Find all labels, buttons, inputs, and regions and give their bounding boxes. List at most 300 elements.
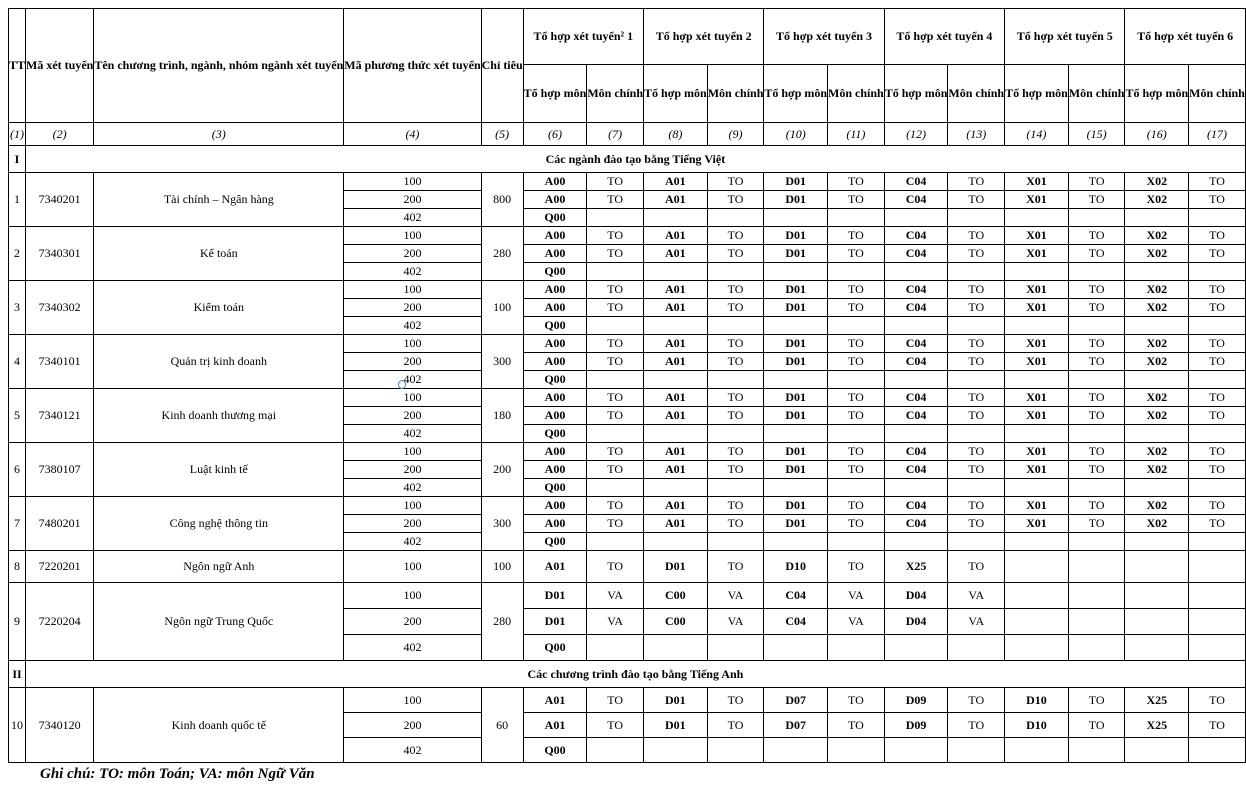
subject-combo	[1125, 317, 1189, 335]
subject-combo: X02	[1125, 245, 1189, 263]
method-code: 200	[344, 515, 481, 533]
method-code: 200	[344, 191, 481, 209]
subject-combo: C04	[884, 299, 948, 317]
main-subject	[1068, 738, 1125, 763]
main-subject	[587, 479, 644, 497]
subject-combo: A00	[523, 461, 587, 479]
main-subject: TO	[587, 515, 644, 533]
main-subject: TO	[587, 497, 644, 515]
subject-combo: X02	[1125, 389, 1189, 407]
subject-combo: A00	[523, 299, 587, 317]
main-subject: TO	[1189, 353, 1246, 371]
header-to-hop-1: Tổ hợp xét tuyển² 1	[523, 9, 643, 65]
subject-combo: Q00	[523, 635, 587, 661]
subject-combo: Q00	[523, 738, 587, 763]
table-row	[9, 335, 1246, 353]
main-subject: TO	[1068, 461, 1125, 479]
subject-combo: X01	[1005, 443, 1069, 461]
subject-combo: D01	[764, 227, 828, 245]
main-subject	[707, 371, 764, 389]
subject-combo	[644, 533, 708, 551]
main-subject: TO	[587, 713, 644, 738]
program-name: Luật kinh tế	[94, 443, 344, 497]
subject-combo	[1005, 263, 1069, 281]
program-name: Tài chính – Ngân hàng	[94, 173, 344, 227]
subject-combo: A00	[523, 497, 587, 515]
subject-combo	[1005, 583, 1069, 609]
main-subject: TO	[1068, 227, 1125, 245]
main-subject	[828, 263, 885, 281]
subject-combo: X01	[1005, 353, 1069, 371]
table-row	[9, 281, 1246, 299]
method-code: 402	[344, 533, 481, 551]
subject-combo: A01	[644, 281, 708, 299]
main-subject: VA	[828, 583, 885, 609]
main-subject	[1068, 583, 1125, 609]
program-quota: 200	[481, 443, 523, 497]
subject-combo: X25	[884, 551, 948, 583]
subject-combo: X02	[1125, 515, 1189, 533]
subject-combo	[1125, 609, 1189, 635]
main-subject: TO	[587, 245, 644, 263]
column-index: (3)	[94, 123, 344, 146]
main-subject: TO	[948, 551, 1005, 583]
subject-combo	[884, 738, 948, 763]
subject-combo: D01	[523, 583, 587, 609]
subject-combo	[1005, 371, 1069, 389]
main-subject: VA	[948, 583, 1005, 609]
main-subject: TO	[587, 389, 644, 407]
main-subject	[707, 263, 764, 281]
subject-combo	[1125, 263, 1189, 281]
subheader-to-hop-mon: Tổ hợp môn	[523, 65, 587, 123]
subject-combo: D01	[764, 515, 828, 533]
subject-combo: D01	[764, 353, 828, 371]
main-subject: VA	[707, 609, 764, 635]
subject-combo: Q00	[523, 371, 587, 389]
subject-combo	[1125, 425, 1189, 443]
subject-combo: A01	[644, 227, 708, 245]
main-subject: VA	[587, 583, 644, 609]
main-subject	[707, 209, 764, 227]
subheader-to-hop-mon: Tổ hợp môn	[1125, 65, 1189, 123]
main-subject: TO	[707, 713, 764, 738]
main-subject: TO	[587, 227, 644, 245]
main-subject: TO	[1068, 497, 1125, 515]
main-subject	[587, 317, 644, 335]
subject-combo: A01	[644, 299, 708, 317]
program-tt: 3	[9, 281, 26, 335]
method-code: 200	[344, 245, 481, 263]
main-subject: TO	[948, 461, 1005, 479]
column-index: (17)	[1189, 123, 1246, 146]
subject-combo: X01	[1005, 389, 1069, 407]
main-subject	[1068, 479, 1125, 497]
table-footnote: Ghi chú: TO: môn Toán; VA: môn Ngữ Văn	[40, 766, 315, 782]
program-name: Kinh doanh quốc tế	[94, 688, 344, 763]
subject-combo	[1125, 371, 1189, 389]
main-subject: TO	[1068, 281, 1125, 299]
column-index: (15)	[1068, 123, 1125, 146]
main-subject	[1189, 425, 1246, 443]
method-code: 200	[344, 299, 481, 317]
subject-combo: X01	[1005, 515, 1069, 533]
main-subject: TO	[828, 299, 885, 317]
main-subject: TO	[948, 713, 1005, 738]
subject-combo	[1005, 533, 1069, 551]
main-subject: TO	[1068, 191, 1125, 209]
main-subject: TO	[828, 497, 885, 515]
subject-combo: D01	[764, 335, 828, 353]
subject-combo	[884, 479, 948, 497]
subject-combo: X01	[1005, 173, 1069, 191]
subject-combo: X02	[1125, 173, 1189, 191]
subject-combo	[1125, 533, 1189, 551]
main-subject: TO	[1189, 497, 1246, 515]
main-subject	[587, 533, 644, 551]
main-subject: TO	[1189, 335, 1246, 353]
subject-combo	[1005, 209, 1069, 227]
subject-combo: D01	[764, 407, 828, 425]
method-code: 200	[344, 407, 481, 425]
subheader-to-hop-mon: Tổ hợp môn	[1005, 65, 1069, 123]
method-code: 100	[344, 227, 481, 245]
header-ma-phuong-thuc: Mã phương thức xét tuyển	[344, 9, 481, 123]
main-subject: TO	[948, 281, 1005, 299]
main-subject: TO	[948, 353, 1005, 371]
subject-combo	[1125, 583, 1189, 609]
subject-combo	[644, 209, 708, 227]
main-subject: TO	[828, 191, 885, 209]
subject-combo: C04	[764, 609, 828, 635]
main-subject	[1189, 609, 1246, 635]
subject-combo: X25	[1125, 688, 1189, 713]
main-subject: TO	[1068, 688, 1125, 713]
main-subject	[948, 738, 1005, 763]
method-code: 402	[344, 209, 481, 227]
main-subject: TO	[828, 515, 885, 533]
subject-combo: C00	[644, 583, 708, 609]
main-subject: TO	[1189, 245, 1246, 263]
subject-combo: A01	[644, 173, 708, 191]
main-subject: TO	[707, 461, 764, 479]
subheader-mon-chinh: Môn chính	[707, 65, 764, 123]
main-subject: TO	[828, 461, 885, 479]
subject-combo	[644, 635, 708, 661]
main-subject: TO	[828, 407, 885, 425]
main-subject	[948, 635, 1005, 661]
main-subject: TO	[948, 191, 1005, 209]
subject-combo	[884, 371, 948, 389]
main-subject	[1189, 371, 1246, 389]
method-code: 200	[344, 353, 481, 371]
subject-combo: D10	[1005, 713, 1069, 738]
subject-combo: D01	[764, 497, 828, 515]
subject-combo: A01	[644, 461, 708, 479]
header-to-hop-3: Tổ hợp xét tuyển 3	[764, 9, 884, 65]
admission-table	[8, 8, 1246, 763]
main-subject: TO	[587, 461, 644, 479]
subject-combo: A01	[523, 688, 587, 713]
subject-combo: A00	[523, 335, 587, 353]
method-code: 100	[344, 551, 481, 583]
method-code: 402	[344, 479, 481, 497]
main-subject: TO	[1189, 461, 1246, 479]
main-subject: TO	[1189, 515, 1246, 533]
main-subject	[828, 738, 885, 763]
table-row	[9, 173, 1246, 191]
subject-combo	[764, 533, 828, 551]
subject-combo	[764, 371, 828, 389]
main-subject	[1189, 551, 1246, 583]
subject-combo: X01	[1005, 227, 1069, 245]
subject-combo	[1125, 635, 1189, 661]
method-code: 100	[344, 583, 481, 609]
program-name: Quản trị kinh doanh	[94, 335, 344, 389]
method-code: 100	[344, 443, 481, 461]
column-index: (7)	[587, 123, 644, 146]
program-tt: 4	[9, 335, 26, 389]
table-row	[9, 551, 1246, 583]
subject-combo: X01	[1005, 461, 1069, 479]
program-quota: 800	[481, 173, 523, 227]
subject-combo: X02	[1125, 353, 1189, 371]
main-subject	[1068, 425, 1125, 443]
main-subject: TO	[948, 407, 1005, 425]
program-quota: 300	[481, 497, 523, 551]
subject-combo: Q00	[523, 209, 587, 227]
subject-combo: A01	[644, 245, 708, 263]
subject-combo: X02	[1125, 227, 1189, 245]
subject-combo: X01	[1005, 335, 1069, 353]
main-subject	[1068, 209, 1125, 227]
program-quota: 100	[481, 551, 523, 583]
main-subject: VA	[948, 609, 1005, 635]
subject-combo: D01	[764, 389, 828, 407]
main-subject: TO	[948, 497, 1005, 515]
subject-combo: A01	[644, 443, 708, 461]
subject-combo: D01	[764, 443, 828, 461]
main-subject: TO	[828, 713, 885, 738]
program-tt: 10	[9, 688, 26, 763]
subject-combo: X02	[1125, 407, 1189, 425]
program-quota: 280	[481, 583, 523, 661]
main-subject: TO	[707, 299, 764, 317]
main-subject: TO	[707, 353, 764, 371]
subject-combo: X01	[1005, 407, 1069, 425]
column-index: (14)	[1005, 123, 1069, 146]
text-cursor-marker	[398, 380, 406, 389]
table-row	[9, 688, 1246, 713]
subject-combo: C04	[884, 461, 948, 479]
section-row	[9, 146, 1246, 173]
main-subject	[828, 371, 885, 389]
header-to-hop-4: Tổ hợp xét tuyển 4	[884, 9, 1004, 65]
subject-combo: C04	[884, 407, 948, 425]
main-subject	[587, 635, 644, 661]
program-code: 7220204	[26, 583, 94, 661]
method-code: 402	[344, 425, 481, 443]
subject-combo: A01	[644, 407, 708, 425]
subject-combo	[1005, 425, 1069, 443]
subject-combo	[764, 425, 828, 443]
main-subject: TO	[1068, 515, 1125, 533]
subject-combo	[884, 317, 948, 335]
subject-combo	[644, 425, 708, 443]
section-title: Các chương trình đào tạo bằng Tiếng Anh	[26, 661, 1246, 688]
subject-combo: Q00	[523, 263, 587, 281]
method-code: 402	[344, 263, 481, 281]
main-subject	[707, 738, 764, 763]
main-subject: TO	[828, 173, 885, 191]
main-subject	[1068, 551, 1125, 583]
subject-combo: A00	[523, 353, 587, 371]
subject-combo: D01	[644, 713, 708, 738]
subject-combo: D01	[764, 173, 828, 191]
column-index: (9)	[707, 123, 764, 146]
main-subject: TO	[1189, 173, 1246, 191]
subject-combo	[764, 263, 828, 281]
main-subject: TO	[587, 443, 644, 461]
program-quota: 100	[481, 281, 523, 335]
subject-combo: D01	[644, 551, 708, 583]
main-subject: TO	[1068, 173, 1125, 191]
main-subject	[587, 371, 644, 389]
subject-combo: C04	[884, 245, 948, 263]
subject-combo	[884, 209, 948, 227]
main-subject	[707, 635, 764, 661]
subject-combo	[644, 479, 708, 497]
main-subject: TO	[587, 335, 644, 353]
main-subject: VA	[587, 609, 644, 635]
method-code: 402	[344, 635, 481, 661]
program-code: 7380107	[26, 443, 94, 497]
method-code: 200	[344, 713, 481, 738]
main-subject: TO	[707, 443, 764, 461]
subject-combo: X01	[1005, 245, 1069, 263]
main-subject: TO	[587, 281, 644, 299]
main-subject	[1189, 479, 1246, 497]
program-code: 7340302	[26, 281, 94, 335]
header-to-hop-6: Tổ hợp xét tuyển 6	[1125, 9, 1245, 65]
header-chi-tieu: Chỉ tiêu	[481, 9, 523, 123]
subject-combo	[644, 738, 708, 763]
subject-combo	[1125, 479, 1189, 497]
subject-combo: A00	[523, 191, 587, 209]
subject-combo: Q00	[523, 533, 587, 551]
program-code: 7340120	[26, 688, 94, 763]
main-subject	[828, 533, 885, 551]
program-name: Công nghệ thông tin	[94, 497, 344, 551]
subject-combo	[1005, 317, 1069, 335]
main-subject	[828, 635, 885, 661]
main-subject	[1068, 263, 1125, 281]
subject-combo: Q00	[523, 425, 587, 443]
subject-combo: D09	[884, 688, 948, 713]
subject-combo	[884, 533, 948, 551]
main-subject	[1068, 609, 1125, 635]
main-subject	[948, 317, 1005, 335]
method-code: 402	[344, 317, 481, 335]
subject-combo: C04	[884, 443, 948, 461]
main-subject	[587, 209, 644, 227]
subject-combo: X02	[1125, 281, 1189, 299]
main-subject: TO	[707, 497, 764, 515]
subject-combo: A00	[523, 227, 587, 245]
subject-combo	[1005, 551, 1069, 583]
column-index: (13)	[948, 123, 1005, 146]
main-subject: TO	[587, 191, 644, 209]
subject-combo	[764, 479, 828, 497]
subject-combo: A01	[523, 713, 587, 738]
program-quota: 180	[481, 389, 523, 443]
main-subject: TO	[1068, 245, 1125, 263]
subject-combo: A00	[523, 389, 587, 407]
main-subject: TO	[587, 551, 644, 583]
main-subject: TO	[1189, 227, 1246, 245]
main-subject: TO	[828, 335, 885, 353]
subject-combo: C04	[884, 227, 948, 245]
subject-combo	[1125, 209, 1189, 227]
method-code: 402	[344, 738, 481, 763]
main-subject	[948, 425, 1005, 443]
main-subject: TO	[828, 227, 885, 245]
program-code: 7340121	[26, 389, 94, 443]
column-index: (12)	[884, 123, 948, 146]
subject-combo: X02	[1125, 497, 1189, 515]
subject-combo: D01	[523, 609, 587, 635]
main-subject: TO	[707, 173, 764, 191]
program-quota: 300	[481, 335, 523, 389]
subject-combo: X01	[1005, 191, 1069, 209]
main-subject: TO	[1189, 443, 1246, 461]
program-tt: 5	[9, 389, 26, 443]
main-subject: VA	[707, 583, 764, 609]
main-subject: TO	[828, 353, 885, 371]
subject-combo: X02	[1125, 299, 1189, 317]
subject-combo	[644, 263, 708, 281]
main-subject: TO	[1189, 688, 1246, 713]
subject-combo: D04	[884, 609, 948, 635]
subject-combo: C04	[884, 191, 948, 209]
main-subject	[1189, 263, 1246, 281]
subheader-to-hop-mon: Tổ hợp môn	[644, 65, 708, 123]
main-subject	[948, 533, 1005, 551]
main-subject: TO	[707, 688, 764, 713]
subject-combo: D10	[1005, 688, 1069, 713]
section-row	[9, 661, 1246, 688]
subject-combo	[884, 635, 948, 661]
subject-combo: A00	[523, 281, 587, 299]
subject-combo: D07	[764, 713, 828, 738]
main-subject: VA	[828, 609, 885, 635]
program-code: 7340201	[26, 173, 94, 227]
main-subject	[828, 317, 885, 335]
program-name: Kiểm toán	[94, 281, 344, 335]
program-quota: 60	[481, 688, 523, 763]
main-subject	[1068, 371, 1125, 389]
main-subject: TO	[828, 443, 885, 461]
main-subject: TO	[1068, 353, 1125, 371]
program-tt: 1	[9, 173, 26, 227]
subject-combo: D01	[764, 245, 828, 263]
main-subject	[707, 479, 764, 497]
column-index: (4)	[344, 123, 481, 146]
subject-combo: D01	[764, 191, 828, 209]
subject-combo	[764, 738, 828, 763]
main-subject: TO	[707, 551, 764, 583]
table-row	[9, 227, 1246, 245]
